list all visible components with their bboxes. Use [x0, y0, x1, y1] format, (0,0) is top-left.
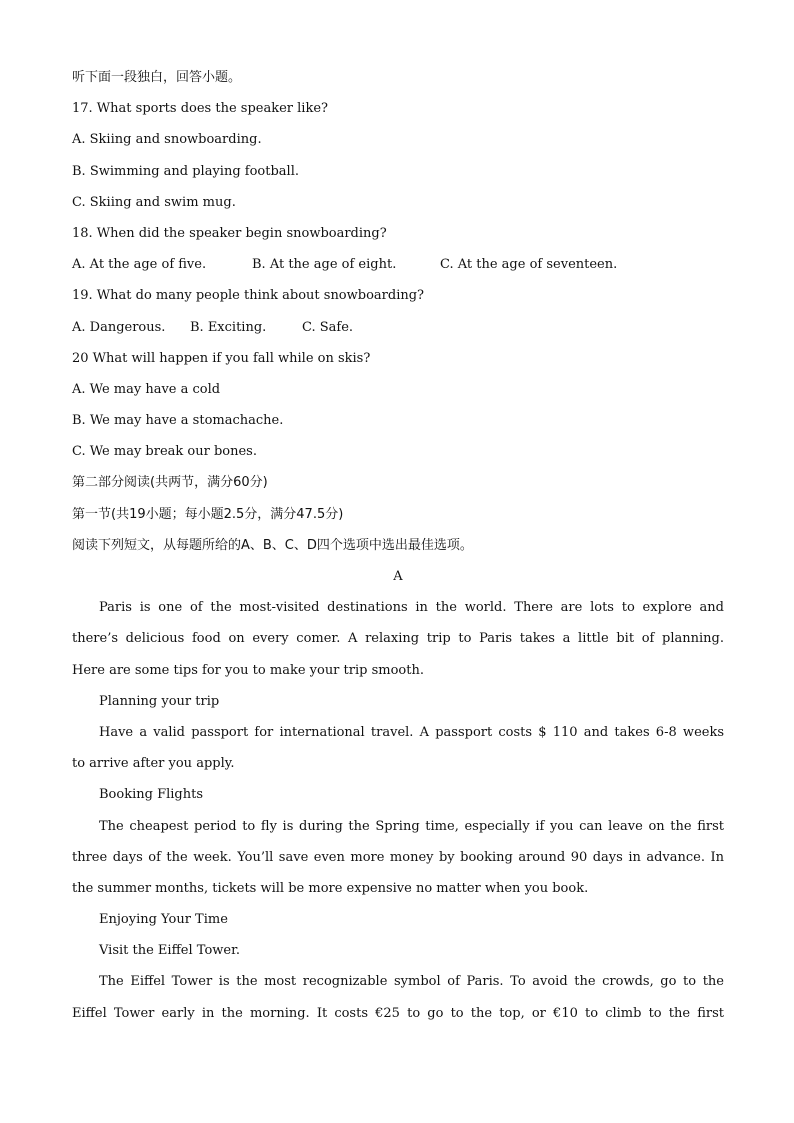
- heading-planning: Planning your trip: [99, 693, 220, 709]
- question-20-option-a: A. We may have a cold: [72, 381, 221, 397]
- paragraph-3-line-3: the summer months, tickets will be more expensive no matter when you book.: [72, 880, 589, 896]
- paragraph-3-line-2: three days of the week. You’ll save even more money by booking around 90 days in advance. In: [72, 849, 724, 865]
- heading-eiffel: Visit the Eiffel Tower.: [99, 943, 241, 959]
- paragraph-2-line-2: to arrive after you apply.: [72, 756, 235, 772]
- question-20-stem: 20 What will happen if you fall while on skis?: [72, 350, 371, 366]
- question-20-option-c: C. We may break our bones.: [72, 444, 257, 460]
- question-18-options: [72, 249, 724, 280]
- reading-part-title: 第二部分阅读(共两节，满分60分): [72, 475, 268, 491]
- paragraph-1-line-3: Here are some tips for you to make your trip smooth.: [72, 662, 424, 678]
- question-18-option-b: B. At the age of eight.: [252, 257, 397, 273]
- paragraph-3-line-1: The cheapest period to fly is during the Spring time, especially if you can leave on the first: [99, 818, 724, 834]
- question-17-option-a: A. Skiing and snowboarding.: [72, 132, 262, 148]
- question-17-option-c: C. Skiing and swim mug.: [72, 194, 236, 210]
- question-19-option-c: C. Safe.: [302, 319, 354, 335]
- question-18-stem: 18. When did the speaker begin snowboarding?: [72, 225, 387, 241]
- question-19-options: [72, 312, 724, 343]
- question-18-option-c: C. At the age of seventeen.: [440, 257, 618, 273]
- question-19-stem: 19. What do many people think about snowboarding?: [72, 288, 425, 304]
- paragraph-4-line-2: Eiffel Tower early in the morning. It costs €25 to go to the top, or €10 to climb to the first: [72, 1005, 724, 1021]
- heading-flights: Booking Flights: [99, 787, 203, 803]
- question-17-option-b: B. Swimming and playing football.: [72, 163, 299, 179]
- listening-instruction: 听下面一段独白，回答小题。: [72, 70, 242, 85]
- exam-page: [72, 62, 724, 1029]
- paragraph-2-line-1: Have a valid passport for international travel. A passport costs $ 110 and takes 6-8 weeks: [99, 724, 724, 740]
- reading-instruction: 阅读下列短文，从每题所给的A、B、C、D四个选项中选出最佳选项。: [72, 537, 473, 553]
- reading-section-title: 第一节(共19小题；每小题2.5分，满分47.5分): [72, 506, 344, 522]
- paragraph-4-line-1: The Eiffel Tower is the most recognizable symbol of Paris. To avoid the crowds, go to the: [99, 974, 724, 990]
- question-19-option-a: A. Dangerous.: [72, 319, 166, 335]
- question-19-option-b: B. Exciting.: [190, 319, 267, 335]
- heading-enjoy: Enjoying Your Time: [99, 912, 228, 928]
- question-20-option-b: B. We may have a stomachache.: [72, 413, 284, 429]
- question-18-option-a: A. At the age of five.: [72, 257, 207, 273]
- paragraph-1-line-1: Paris is one of the most-visited destinations in the world. There are lots to explore and: [99, 600, 724, 616]
- passage-label: A: [393, 569, 403, 584]
- question-17-stem: 17. What sports does the speaker like?: [72, 101, 328, 117]
- paragraph-1-line-2: there’s delicious food on every comer. A relaxing trip to Paris takes a little bit of planning.: [72, 631, 724, 647]
